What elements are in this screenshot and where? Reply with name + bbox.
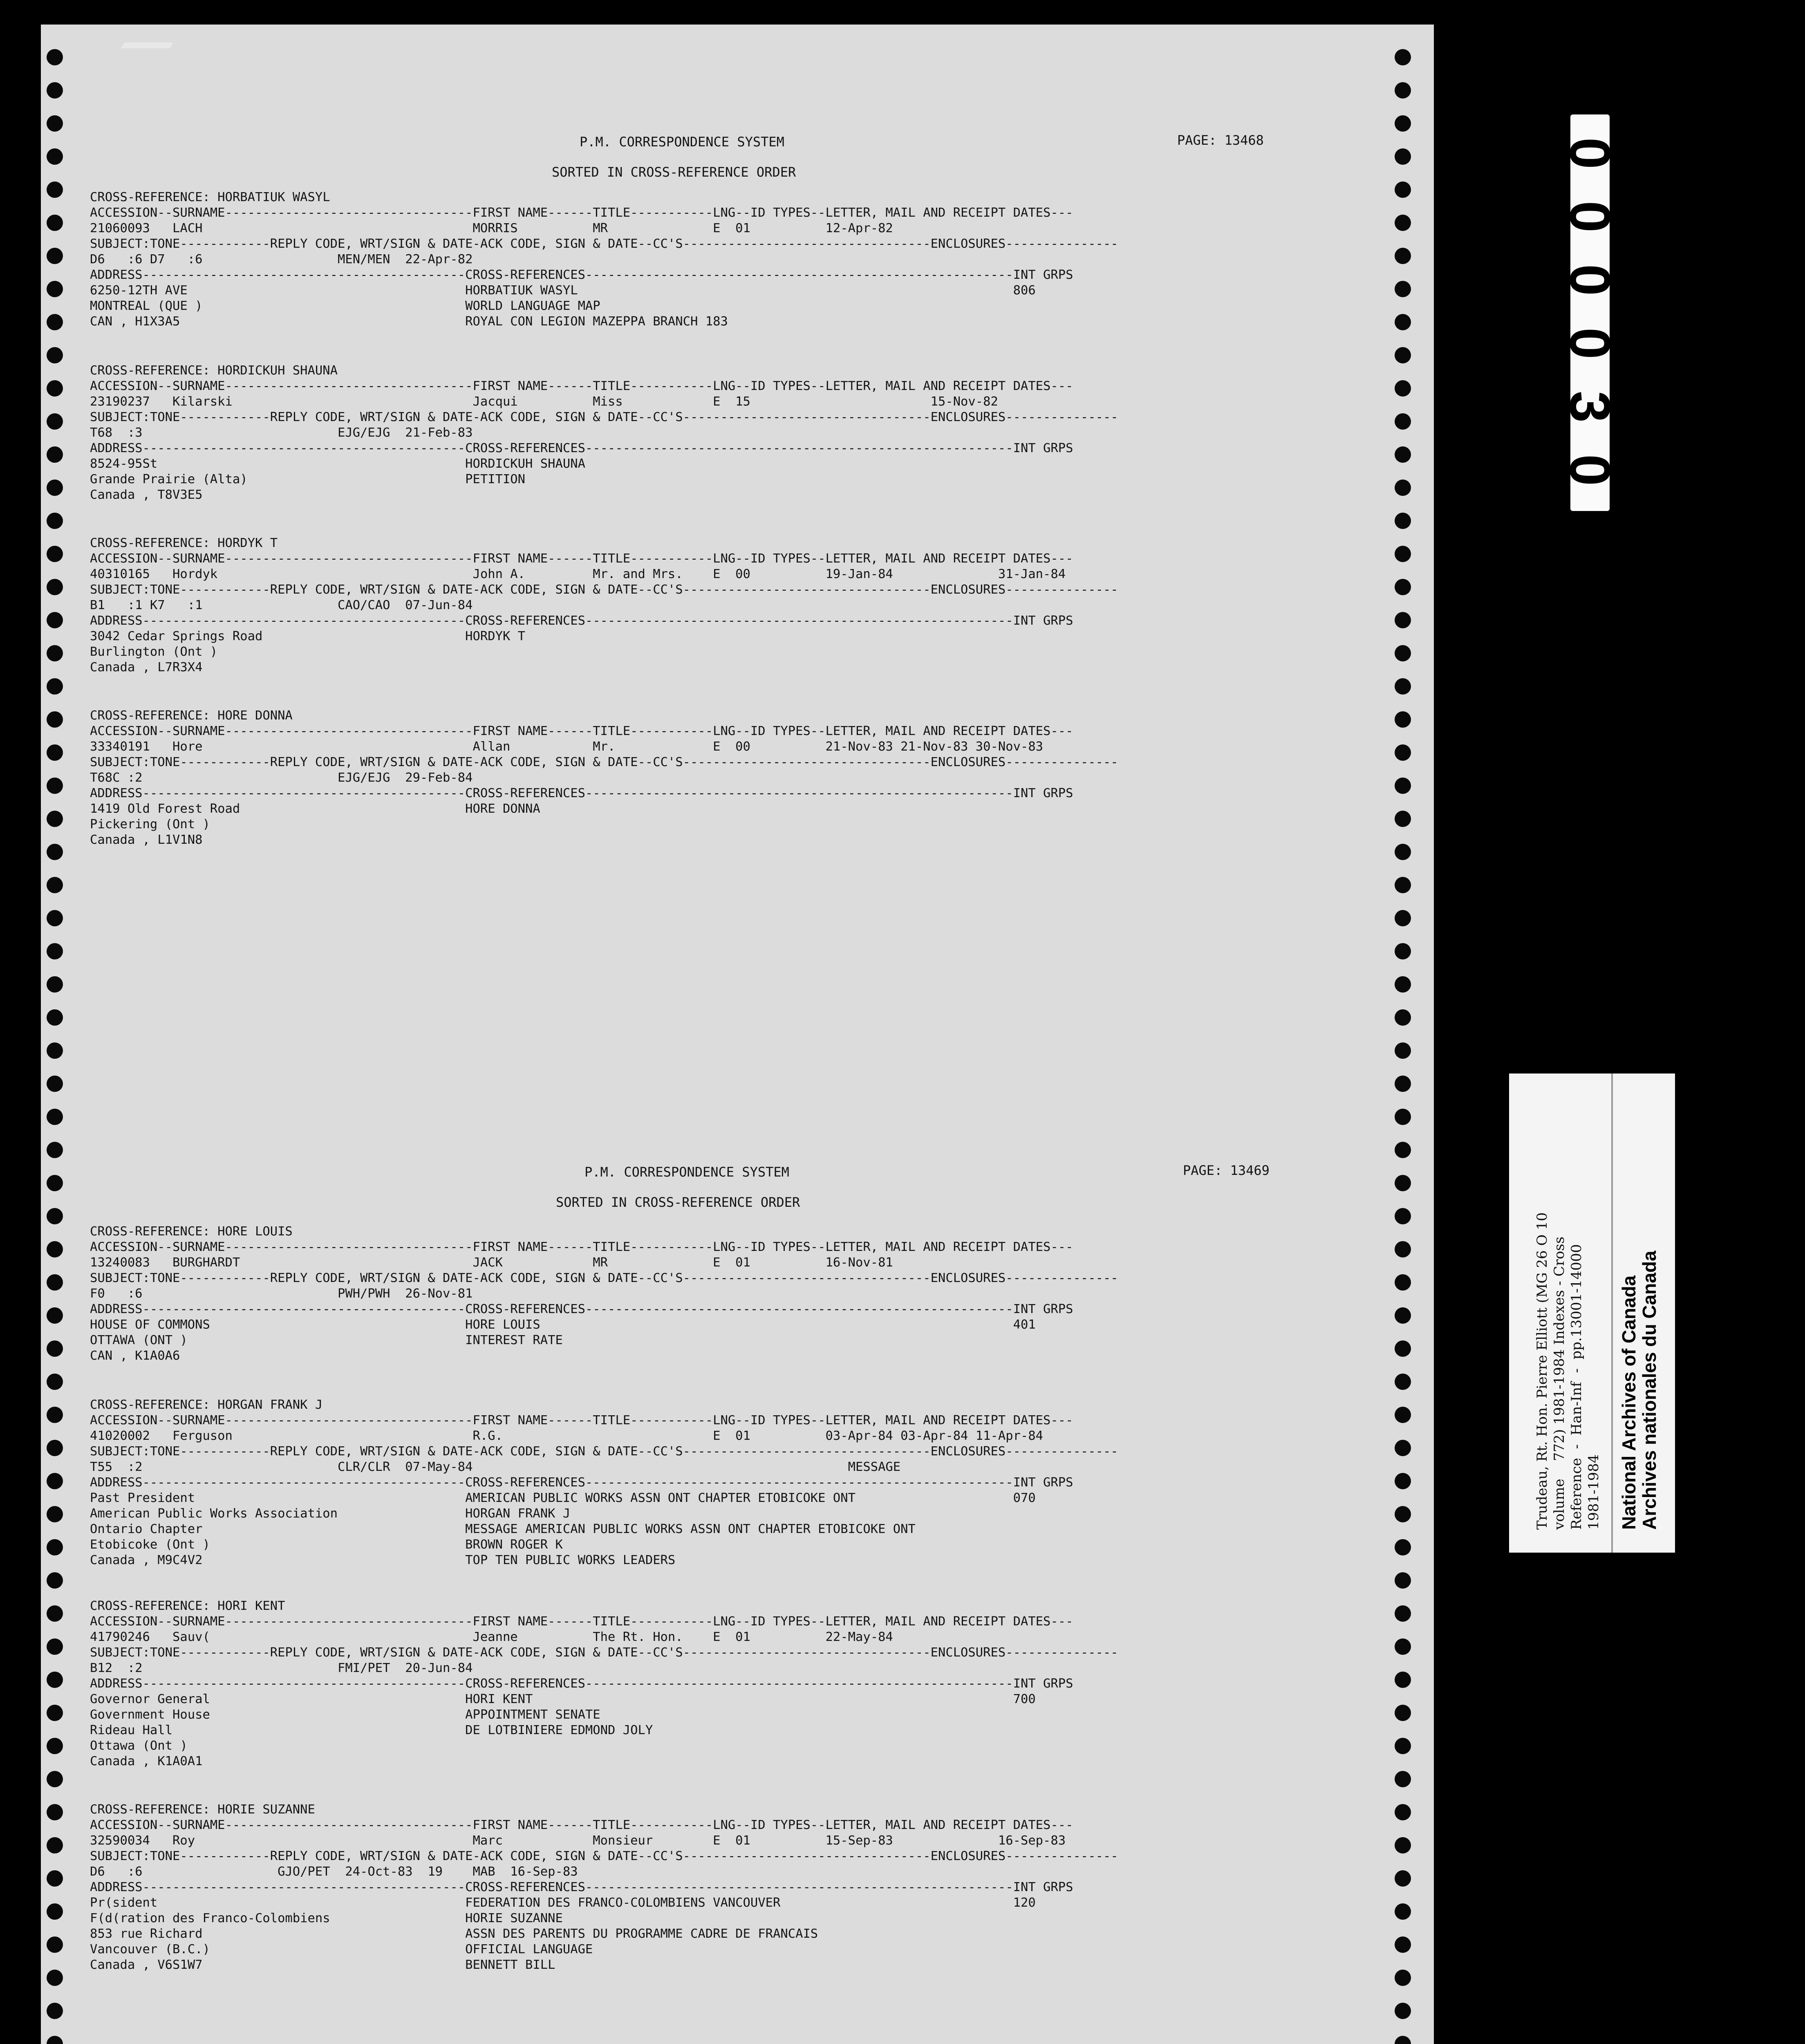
- tractor-hole: [47, 1804, 63, 1820]
- tractor-hole: [1395, 1870, 1411, 1887]
- frame-digit: 0: [1558, 327, 1622, 359]
- tractor-hole: [47, 215, 63, 231]
- tractor-hole: [47, 380, 63, 397]
- record-line: Canada , M9C4V2 TOP TEN PUBLIC WORKS LEADERS: [90, 1553, 676, 1567]
- tractor-hole: [47, 1506, 63, 1522]
- record-line: ACCESSION--SURNAME---------------------------------FIRST NAME------TITLE-----------LNG--ID TYPES--LETTER, MAIL AND RECEIPT DATES---: [90, 1818, 1073, 1832]
- tractor-hole: [1395, 1208, 1411, 1224]
- tractor-hole: [1395, 281, 1411, 297]
- tractor-hole: [1395, 910, 1411, 926]
- page-number: PAGE: 13469: [1183, 1163, 1270, 1178]
- tractor-hole: [1395, 645, 1411, 661]
- record-line: ADDRESS-------------------------------------------CROSS-REFERENCES---------------------------------------------------------INT GRPS: [90, 268, 1073, 282]
- tractor-hole: [1395, 1672, 1411, 1688]
- cross-reference-record: [90, 536, 1365, 675]
- tractor-hole: [1395, 811, 1411, 827]
- tractor-hole: [47, 1837, 63, 1853]
- institution-name-en: National Archives of Canada: [1618, 1275, 1639, 1530]
- tractor-hole: [47, 1539, 63, 1555]
- tractor-hole: [47, 778, 63, 794]
- tractor-hole: [47, 1705, 63, 1721]
- record-line: Government House APPOINTMENT SENATE: [90, 1708, 600, 1722]
- record-line: Ottawa (Ont ): [90, 1739, 188, 1753]
- record-line: Past President AMERICAN PUBLIC WORKS ASSN ONT CHAPTER ETOBICOKE ONT 070: [90, 1491, 1036, 1505]
- record-line: SUBJECT:TONE------------REPLY CODE, WRT/SIGN & DATE-ACK CODE, SIGN & DATE--CC'S---------------------------------ENCLOSURES---------------: [90, 1645, 1118, 1660]
- record-line: T68C :2 EJG/EJG 29-Feb-84: [90, 771, 473, 785]
- record-line: D6 :6 D7 :6 MEN/MEN 22-Apr-82: [90, 252, 473, 267]
- tractor-hole: [47, 347, 63, 363]
- tractor-hole: [47, 1638, 63, 1655]
- cross-reference-record: [90, 1802, 1365, 1973]
- tractor-hole: [1395, 413, 1411, 430]
- record-line: ACCESSION--SURNAME---------------------------------FIRST NAME------TITLE-----------LNG--ID TYPES--LETTER, MAIL AND RECEIPT DATES---: [90, 551, 1073, 566]
- record-line: CROSS-REFERENCE: HORDYK T: [90, 536, 278, 550]
- record-line: ADDRESS-------------------------------------------CROSS-REFERENCES---------------------------------------------------------INT GRPS: [90, 1880, 1073, 1894]
- tractor-hole: [47, 1175, 63, 1191]
- tractor-hole: [1395, 148, 1411, 165]
- tractor-hole: [1395, 1804, 1411, 1820]
- tractor-hole: [1395, 2036, 1411, 2044]
- record-line: SUBJECT:TONE------------REPLY CODE, WRT/SIGN & DATE-ACK CODE, SIGN & DATE--CC'S---------------------------------ENCLOSURES---------------: [90, 755, 1118, 769]
- tractor-hole: [1395, 678, 1411, 695]
- tractor-hole: [47, 148, 63, 165]
- record-line: ACCESSION--SURNAME---------------------------------FIRST NAME------TITLE-----------LNG--ID TYPES--LETTER, MAIL AND RECEIPT DATES---: [90, 1413, 1073, 1428]
- record-line: Canada , K1A0A1: [90, 1754, 203, 1768]
- tractor-hole: [1395, 778, 1411, 794]
- tractor-hole: [1395, 215, 1411, 231]
- frame-number-tape: [1558, 114, 1622, 511]
- record-line: HOUSE OF COMMONS HORE LOUIS 401: [90, 1318, 1036, 1332]
- tractor-hole: [47, 1970, 63, 1986]
- cross-reference-record: [90, 708, 1365, 848]
- record-line: 21060093 LACH MORRIS MR E 01 12-Apr-82: [90, 221, 893, 235]
- record-line: 3042 Cedar Springs Road HORDYK T: [90, 629, 526, 643]
- page-subtitle: SORTED IN CROSS-REFERENCE ORDER: [556, 1195, 800, 1210]
- record-line: Burlington (Ont ): [90, 645, 218, 659]
- page-number: PAGE: 13468: [1177, 132, 1264, 148]
- tractor-hole: [47, 844, 63, 860]
- record-line: B1 :1 K7 :1 CAO/CAO 07-Jun-84: [90, 598, 473, 612]
- institution-name: [1619, 1251, 1659, 1530]
- tractor-hole: [1395, 1042, 1411, 1059]
- tractor-hole: [47, 744, 63, 761]
- tractor-hole: [1395, 1009, 1411, 1026]
- tractor-hole: [1395, 314, 1411, 330]
- tractor-hole: [47, 1605, 63, 1622]
- record-line: ADDRESS-------------------------------------------CROSS-REFERENCES---------------------------------------------------------INT GRPS: [90, 614, 1073, 628]
- tractor-hole: [47, 976, 63, 993]
- cross-reference-record: [90, 190, 1365, 329]
- tractor-hole: [1395, 744, 1411, 761]
- tractor-hole: [1395, 1572, 1411, 1589]
- record-line: D6 :6 GJO/PET 24-Oct-83 19 MAB 16-Sep-83: [90, 1865, 578, 1879]
- tractor-hole: [1395, 380, 1411, 397]
- tractor-hole: [47, 1274, 63, 1291]
- record-line: SUBJECT:TONE------------REPLY CODE, WRT/SIGN & DATE-ACK CODE, SIGN & DATE--CC'S---------------------------------ENCLOSURES---------------: [90, 1271, 1118, 1285]
- tractor-hole: [1395, 711, 1411, 728]
- record-line: 13240083 BURGHARDT JACK MR E 01 16-Nov-81: [90, 1255, 893, 1270]
- cross-reference-record: [90, 1397, 1365, 1568]
- tractor-hole: [47, 1672, 63, 1688]
- tractor-hole: [47, 1407, 63, 1423]
- tractor-hole: [1395, 82, 1411, 99]
- reference-line: Trudeau, Rt. Hon. Pierre Elliott (MG 26 O 10: [1534, 1212, 1550, 1530]
- record-line: ADDRESS-------------------------------------------CROSS-REFERENCES---------------------------------------------------------INT GRPS: [90, 786, 1073, 800]
- tractor-hole: [47, 943, 63, 959]
- tractor-hole: [47, 1142, 63, 1158]
- record-line: F0 :6 PWH/PWH 26-Nov-81: [90, 1286, 473, 1301]
- record-line: Pr(sident FEDERATION DES FRANCO-COLOMBIENS VANCOUVER 120: [90, 1896, 1036, 1910]
- record-line: Rideau Hall DE LOTBINIERE EDMOND JOLY: [90, 1723, 653, 1737]
- tractor-hole: [1395, 1340, 1411, 1357]
- record-line: ACCESSION--SURNAME---------------------------------FIRST NAME------TITLE-----------LNG--ID TYPES--LETTER, MAIL AND RECEIPT DATES---: [90, 1240, 1073, 1254]
- record-line: CAN , K1A0A6: [90, 1349, 180, 1363]
- tractor-hole: [47, 182, 63, 198]
- record-line: 23190237 Kilarski Jacqui Miss E 15 15-Nov-82: [90, 394, 998, 409]
- record-line: OTTAWA (ONT ) INTEREST RATE: [90, 1333, 563, 1347]
- cross-reference-record: [90, 1224, 1365, 1364]
- tractor-hole: [1395, 480, 1411, 496]
- tractor-hole: [47, 1738, 63, 1754]
- tractor-hole: [47, 446, 63, 463]
- record-line: ACCESSION--SURNAME---------------------------------FIRST NAME------TITLE-----------LNG--ID TYPES--LETTER, MAIL AND RECEIPT DATES---: [90, 206, 1073, 220]
- page-title: P.M. CORRESPONDENCE SYSTEM: [580, 134, 784, 150]
- record-line: CROSS-REFERENCE: HORIE SUZANNE: [90, 1802, 315, 1817]
- page-subtitle: SORTED IN CROSS-REFERENCE ORDER: [552, 164, 796, 180]
- tractor-hole: [1395, 546, 1411, 562]
- record-line: Pickering (Ont ): [90, 817, 210, 831]
- tractor-hole: [47, 2003, 63, 2019]
- record-line: Ontario Chapter MESSAGE AMERICAN PUBLIC WORKS ASSN ONT CHAPTER ETOBICOKE ONT: [90, 1522, 916, 1536]
- tractor-hole: [1395, 1903, 1411, 1920]
- tractor-hole: [47, 1936, 63, 1953]
- tractor-hole: [1395, 248, 1411, 264]
- record-line: 1419 Old Forest Road HORE DONNA: [90, 802, 540, 816]
- printout-paper: [41, 25, 1434, 2044]
- tractor-hole: [1395, 1374, 1411, 1390]
- record-line: CROSS-REFERENCE: HORGAN FRANK J: [90, 1398, 323, 1412]
- record-line: 41020002 Ferguson R.G. E 01 03-Apr-84 03-Apr-84 11-Apr-84: [90, 1429, 1044, 1443]
- record-line: MONTREAL (QUE ) WORLD LANGUAGE MAP: [90, 299, 600, 313]
- tractor-hole: [1395, 1638, 1411, 1655]
- tractor-hole: [47, 1109, 63, 1125]
- tractor-hole: [47, 612, 63, 628]
- tractor-hole: [47, 1241, 63, 1257]
- tractor-hole: [1395, 1307, 1411, 1324]
- tractor-hole: [47, 413, 63, 430]
- record-line: Vancouver (B.C.) OFFICIAL LANGUAGE: [90, 1942, 593, 1957]
- tractor-hole: [47, 248, 63, 264]
- record-line: Canada , V6S1W7 BENNETT BILL: [90, 1958, 555, 1972]
- record-line: 32590034 Roy Marc Monsieur E 01 15-Sep-83 16-Sep-83: [90, 1833, 1066, 1848]
- tractor-hole: [47, 1340, 63, 1357]
- frame-digit: 0: [1558, 264, 1622, 296]
- label-divider: [1611, 1074, 1613, 1553]
- tractor-hole: [1395, 1506, 1411, 1522]
- tractor-hole: [1395, 1605, 1411, 1622]
- tractor-hole: [47, 711, 63, 728]
- frame-digit: 0: [1558, 454, 1622, 486]
- record-line: T68 :3 EJG/EJG 21-Feb-83: [90, 426, 473, 440]
- record-line: ACCESSION--SURNAME---------------------------------FIRST NAME------TITLE-----------LNG--ID TYPES--LETTER, MAIL AND RECEIPT DATES---: [90, 724, 1073, 738]
- tractor-hole: [1395, 1175, 1411, 1191]
- tractor-hole: [1395, 1970, 1411, 1986]
- record-line: ADDRESS-------------------------------------------CROSS-REFERENCES---------------------------------------------------------INT GRPS: [90, 1475, 1073, 1490]
- tractor-hole: [1395, 844, 1411, 860]
- tractor-hole: [1395, 1274, 1411, 1291]
- record-line: Grande Prairie (Alta) PETITION: [90, 472, 526, 486]
- record-line: 33340191 Hore Allan Mr. E 00 21-Nov-83 21-Nov-83 30-Nov-83: [90, 740, 1044, 754]
- tractor-hole: [1395, 976, 1411, 993]
- cross-reference-record: [90, 363, 1365, 503]
- record-line: SUBJECT:TONE------------REPLY CODE, WRT/SIGN & DATE-ACK CODE, SIGN & DATE--CC'S---------------------------------ENCLOSURES---------------: [90, 237, 1118, 251]
- tractor-hole: [47, 579, 63, 595]
- record-line: SUBJECT:TONE------------REPLY CODE, WRT/SIGN & DATE-ACK CODE, SIGN & DATE--CC'S---------------------------------ENCLOSURES---------------: [90, 410, 1118, 424]
- tractor-hole: [47, 281, 63, 297]
- tractor-hole: [1395, 877, 1411, 893]
- record-line: CROSS-REFERENCE: HORDICKUH SHAUNA: [90, 363, 338, 378]
- record-line: Canada , L1V1N8: [90, 833, 203, 847]
- tractor-hole: [47, 1473, 63, 1489]
- record-line: 853 rue Richard ASSN DES PARENTS DU PROGRAMME CADRE DE FRANCAIS: [90, 1927, 818, 1941]
- record-line: American Public Works Association HORGAN FRANK J: [90, 1506, 571, 1521]
- tractor-hole: [1395, 1936, 1411, 1953]
- record-line: Canada , L7R3X4: [90, 660, 203, 675]
- tractor-hole: [1395, 2003, 1411, 2019]
- record-line: CROSS-REFERENCE: HORI KENT: [90, 1599, 285, 1613]
- tractor-hole: [47, 910, 63, 926]
- frame-digit: 0: [1558, 137, 1622, 169]
- reference-line: 1981-1984: [1586, 1454, 1602, 1530]
- tractor-hole: [47, 513, 63, 529]
- tractor-hole: [47, 1076, 63, 1092]
- tractor-hole: [47, 1572, 63, 1589]
- record-line: 8524-95St HORDICKUH SHAUNA: [90, 457, 585, 471]
- tractor-hole: [47, 1374, 63, 1390]
- record-line: ACCESSION--SURNAME---------------------------------FIRST NAME------TITLE-----------LNG--ID TYPES--LETTER, MAIL AND RECEIPT DATES---: [90, 379, 1073, 393]
- tractor-hole: [1395, 1440, 1411, 1456]
- record-line: ADDRESS-------------------------------------------CROSS-REFERENCES---------------------------------------------------------INT GRPS: [90, 441, 1073, 455]
- reference-line: volume 772) 1981-1984 Indexes - Cross: [1551, 1236, 1568, 1530]
- tractor-hole: [47, 678, 63, 695]
- record-line: T55 :2 CLR/CLR 07-May-84 MESSAGE: [90, 1460, 901, 1474]
- record-line: Governor General HORI KENT 700: [90, 1692, 1036, 1706]
- record-line: ACCESSION--SURNAME---------------------------------FIRST NAME------TITLE-----------LNG--ID TYPES--LETTER, MAIL AND RECEIPT DATES---: [90, 1614, 1073, 1629]
- tractor-hole: [47, 645, 63, 661]
- tractor-hole: [1395, 446, 1411, 463]
- tractor-hole: [1395, 1837, 1411, 1853]
- record-line: B12 :2 FMI/PET 20-Jun-84: [90, 1661, 473, 1675]
- tractor-hole: [1395, 612, 1411, 628]
- tractor-hole: [1395, 1738, 1411, 1754]
- record-line: SUBJECT:TONE------------REPLY CODE, WRT/SIGN & DATE-ACK CODE, SIGN & DATE--CC'S---------------------------------ENCLOSURES---------------: [90, 583, 1118, 597]
- tractor-hole: [1395, 1705, 1411, 1721]
- record-line: F(d(ration des Franco-Colombiens HORIE SUZANNE: [90, 1911, 563, 1925]
- tractor-hole: [47, 1208, 63, 1224]
- frame-digit: 3: [1558, 391, 1622, 423]
- tractor-hole: [1395, 49, 1411, 65]
- tractor-hole: [1395, 347, 1411, 363]
- tractor-hole: [47, 1307, 63, 1324]
- record-line: CROSS-REFERENCE: HORE DONNA: [90, 708, 293, 723]
- tractor-hole: [47, 2036, 63, 2044]
- tractor-hole: [47, 82, 63, 99]
- record-line: SUBJECT:TONE------------REPLY CODE, WRT/SIGN & DATE-ACK CODE, SIGN & DATE--CC'S---------------------------------ENCLOSURES---------------: [90, 1444, 1118, 1459]
- tractor-hole: [47, 49, 63, 65]
- frame-digit: 0: [1558, 201, 1622, 233]
- tractor-hole: [1395, 1142, 1411, 1158]
- tractor-hole: [1395, 1407, 1411, 1423]
- reference-text: [1534, 1213, 1602, 1530]
- tractor-hole: [47, 546, 63, 562]
- tractor-hole: [47, 1903, 63, 1920]
- record-line: CROSS-REFERENCE: HORBATIUK WASYL: [90, 190, 330, 204]
- reference-line: Reference - Han-Inf - pp.13001-14000: [1568, 1244, 1585, 1530]
- tractor-hole: [47, 1009, 63, 1026]
- record-line: 6250-12TH AVE HORBATIUK WASYL 806: [90, 283, 1036, 298]
- tractor-hole: [1395, 1076, 1411, 1092]
- tractor-hole: [47, 480, 63, 496]
- cross-reference-record: [90, 1598, 1365, 1769]
- tractor-hole: [47, 115, 63, 132]
- record-line: SUBJECT:TONE------------REPLY CODE, WRT/SIGN & DATE-ACK CODE, SIGN & DATE--CC'S---------------------------------ENCLOSURES---------------: [90, 1849, 1118, 1863]
- tractor-hole: [47, 811, 63, 827]
- tractor-hole: [1395, 182, 1411, 198]
- tractor-hole: [1395, 943, 1411, 959]
- tractor-hole: [1395, 579, 1411, 595]
- tractor-hole: [47, 1870, 63, 1887]
- record-line: 41790246 Sauv( Jeanne The Rt. Hon. E 01 22-May-84: [90, 1630, 893, 1644]
- tractor-hole: [1395, 115, 1411, 132]
- record-line: CAN , H1X3A5 ROYAL CON LEGION MAZEPPA BRANCH 183: [90, 314, 728, 329]
- tractor-hole: [1395, 1241, 1411, 1257]
- record-line: ADDRESS-------------------------------------------CROSS-REFERENCES---------------------------------------------------------INT GRPS: [90, 1676, 1073, 1691]
- tractor-hole: [1395, 513, 1411, 529]
- tractor-hole: [47, 314, 63, 330]
- record-line: Canada , T8V3E5: [90, 488, 203, 502]
- tractor-hole: [47, 1440, 63, 1456]
- record-line: CROSS-REFERENCE: HORE LOUIS: [90, 1224, 293, 1239]
- tractor-hole: [1395, 1473, 1411, 1489]
- record-line: 40310165 Hordyk John A. Mr. and Mrs. E 00 19-Jan-84 31-Jan-84: [90, 567, 1066, 581]
- tractor-hole: [1395, 1539, 1411, 1555]
- tractor-hole: [1395, 1109, 1411, 1125]
- page-title: P.M. CORRESPONDENCE SYSTEM: [584, 1164, 789, 1180]
- record-line: Etobicoke (Ont ) BROWN ROGER K: [90, 1537, 563, 1552]
- tractor-hole: [47, 877, 63, 893]
- archive-reference-label: [1509, 1074, 1675, 1553]
- institution-name-fr: Archives nationales du Canada: [1639, 1251, 1660, 1530]
- record-line: ADDRESS-------------------------------------------CROSS-REFERENCES---------------------------------------------------------INT GRPS: [90, 1302, 1073, 1316]
- tractor-hole: [47, 1042, 63, 1059]
- tractor-hole: [47, 1771, 63, 1787]
- tractor-hole: [1395, 1771, 1411, 1787]
- paper-tear: [121, 43, 173, 48]
